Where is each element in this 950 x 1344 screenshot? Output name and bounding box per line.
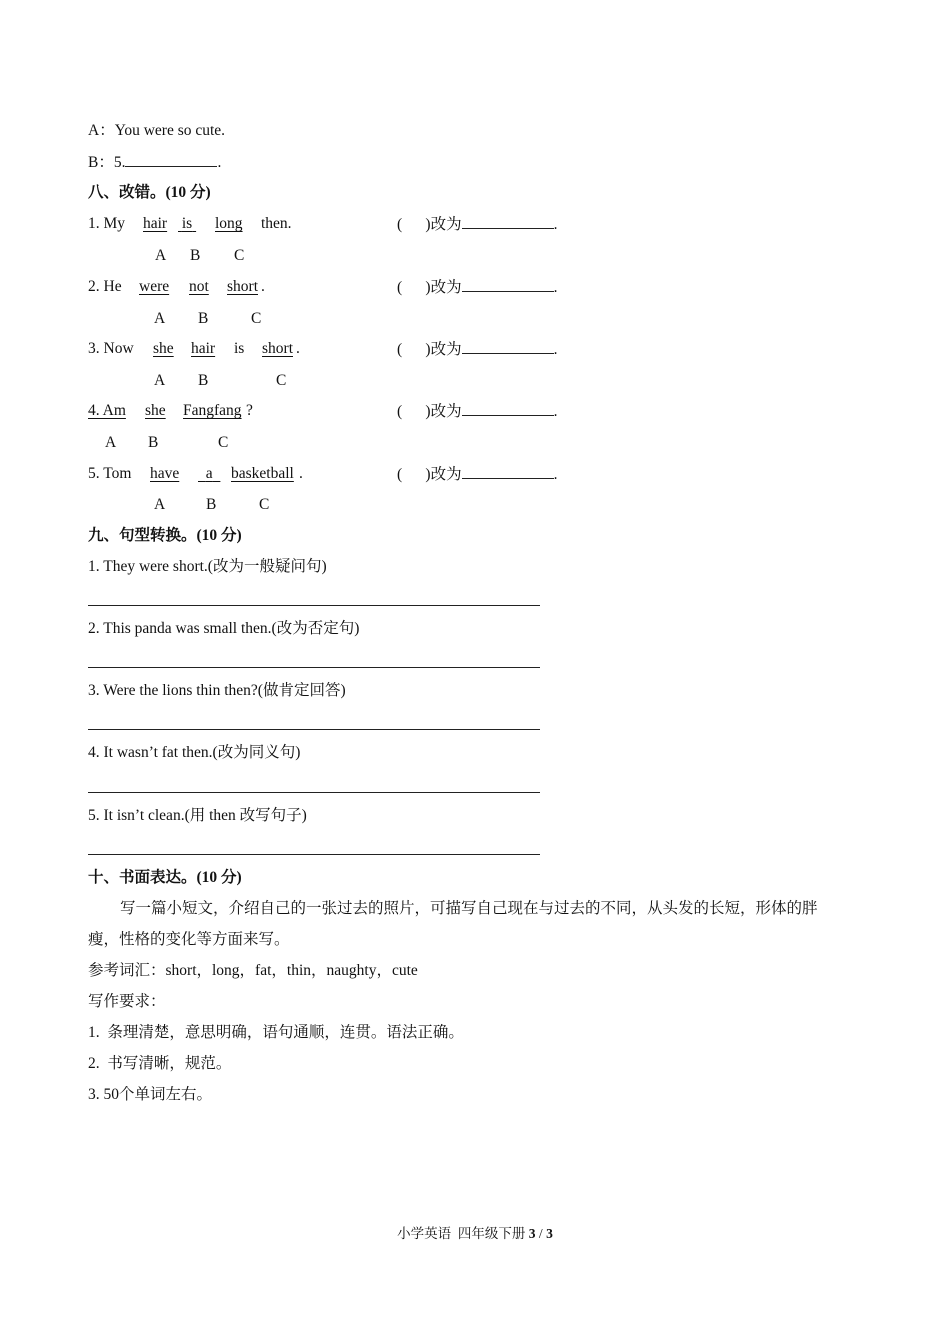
answer-line-1 — [88, 605, 540, 606]
section8-title: 八、改错。(10 分) — [88, 184, 211, 201]
s8-item1-b — [178, 214, 196, 234]
s8-item5-answer: ( )改为 . — [397, 466, 558, 483]
s8-item5-blank — [462, 464, 554, 479]
s8-item5-b — [198, 464, 220, 484]
s8-item3-b: hair — [191, 340, 216, 357]
s8-item4-label-c: C — [218, 434, 229, 451]
s8-item1-b-text: is — [181, 215, 193, 232]
s8-item4-num: 4. Am — [88, 402, 126, 419]
s10-para-line1: 写一篇小短文，介绍自己的一张过去的照片，可描写自己现在与过去的不同，从头发的长短，形体的胖 — [120, 900, 818, 917]
s8-item2-c: short — [227, 278, 258, 295]
page-footer — [0, 1225, 950, 1243]
s8-item4-change-to: 改为 — [430, 403, 462, 420]
s8-item2-num: 2. He — [88, 278, 122, 295]
s8-item2-label-b: B — [198, 310, 209, 327]
answer-blank — [125, 152, 217, 167]
s8-item2-change-to: 改为 — [430, 279, 462, 296]
s8-item4-paren: ( ) — [397, 403, 431, 420]
s10-para-line2: 瘦，性格的变化等方面来写。 — [88, 931, 290, 948]
s8-item5-tail: . — [299, 465, 303, 482]
s8-item3-answer: ( )改为 . — [397, 341, 558, 358]
answer-line-5 — [88, 854, 540, 855]
s8-item3-num: 3. Now — [88, 340, 134, 357]
section10-title: 十、书面表达。(10 分) — [88, 869, 242, 886]
s9-item1: 1. They were short.(改为一般疑问句) — [88, 558, 327, 575]
footer-page-number: 3 — [528, 1226, 536, 1241]
s10-vocab: 参考词汇：short，long，fat，thin，naughty，cute — [88, 962, 418, 979]
s8-item1-paren: ( ) — [397, 216, 431, 233]
s8-item4-blank — [462, 401, 554, 416]
s8-item5-paren: ( ) — [397, 466, 431, 483]
s9-item3: 3. Were the lions thin then?(做肯定回答) — [88, 682, 346, 699]
s8-item1-num: 1. My — [88, 215, 126, 232]
s8-item1-answer: ( )改为 . — [397, 216, 558, 233]
s8-item3-change-to: 改为 — [430, 341, 462, 358]
s8-item4-a: she — [145, 402, 166, 419]
s8-item2-paren: ( ) — [397, 279, 431, 296]
s9-item5: 5. It isn’t clean.(用 then 改写句子) — [88, 807, 307, 824]
s8-item3-label-c: C — [276, 372, 287, 389]
answer-line-2 — [88, 667, 540, 668]
s8-item1-blank — [462, 214, 554, 229]
s8-item3-tail: . — [296, 340, 300, 357]
s8-item4-c: Fangfang — [183, 402, 242, 419]
dialogue-b-suffix: . — [217, 154, 222, 171]
s8-item5-b-text: a — [205, 465, 213, 482]
s8-item5-change-to: 改为 — [430, 466, 462, 483]
s8-item5-c: basketball — [231, 465, 294, 482]
footer-subject: 小学英语 四年级下册 — [397, 1226, 529, 1241]
s10-req-title: 写作要求： — [88, 993, 166, 1010]
section9-title: 九、句型转换。(10 分) — [88, 527, 242, 544]
s8-item2-b: not — [189, 278, 209, 295]
footer-page-total: 3 — [546, 1226, 553, 1241]
s8-item4-tail: ? — [246, 402, 253, 419]
s8-item2-blank — [462, 277, 554, 292]
s8-item3-a: she — [153, 340, 174, 357]
s8-item3-paren: ( ) — [397, 341, 431, 358]
s8-item1-label-c: C — [234, 247, 245, 264]
dialogue-b-prefix: B：5. — [88, 154, 126, 171]
s8-item4-answer: ( )改为 . — [397, 403, 558, 420]
s8-item2-answer: ( )改为 . — [397, 279, 558, 296]
s9-item2: 2. This panda was small then.(改为否定句) — [88, 620, 360, 637]
s8-item2-a: were — [139, 278, 170, 295]
s8-item2-label-a: A — [154, 310, 166, 327]
s8-item5-label-b: B — [206, 496, 217, 513]
s8-item3-blank — [462, 339, 554, 354]
dialogue-line-b — [88, 152, 221, 173]
s8-item5-num: 5. Tom — [88, 465, 132, 482]
s8-item4-label-a: A — [105, 434, 117, 451]
s10-req-2: 2. 书写清晰，规范。 — [88, 1055, 232, 1072]
s8-item1-a: hair — [143, 215, 168, 232]
s8-item3-c: short — [262, 340, 293, 357]
answer-line-4 — [88, 792, 540, 793]
s8-item1-label-b: B — [190, 247, 201, 264]
s8-item4-label-b: B — [148, 434, 159, 451]
footer-separator: / — [535, 1226, 547, 1241]
s9-item4: 4. It wasn’t fat then.(改为同义句) — [88, 744, 301, 761]
s8-item2-label-c: C — [251, 310, 262, 327]
s10-req-3: 3. 50个单词左右。 — [88, 1086, 213, 1103]
s8-item3-mid: is — [234, 340, 245, 357]
s8-item1-tail: then. — [261, 215, 292, 232]
s8-item3-label-a: A — [154, 372, 166, 389]
dialogue-line-a: A：You were so cute. — [88, 122, 226, 139]
s8-item5-label-c: C — [259, 496, 270, 513]
answer-line-3 — [88, 729, 540, 730]
s8-item1-label-a: A — [155, 247, 167, 264]
s10-req-1: 1. 条理清楚，意思明确，语句通顺，连贯。语法正确。 — [88, 1024, 464, 1041]
s8-item1-change-to: 改为 — [430, 216, 462, 233]
s8-item3-label-b: B — [198, 372, 209, 389]
s8-item5-a: have — [150, 465, 180, 482]
s8-item5-label-a: A — [154, 496, 166, 513]
s8-item1-c: long — [215, 215, 243, 232]
s8-item2-tail: . — [261, 278, 265, 295]
